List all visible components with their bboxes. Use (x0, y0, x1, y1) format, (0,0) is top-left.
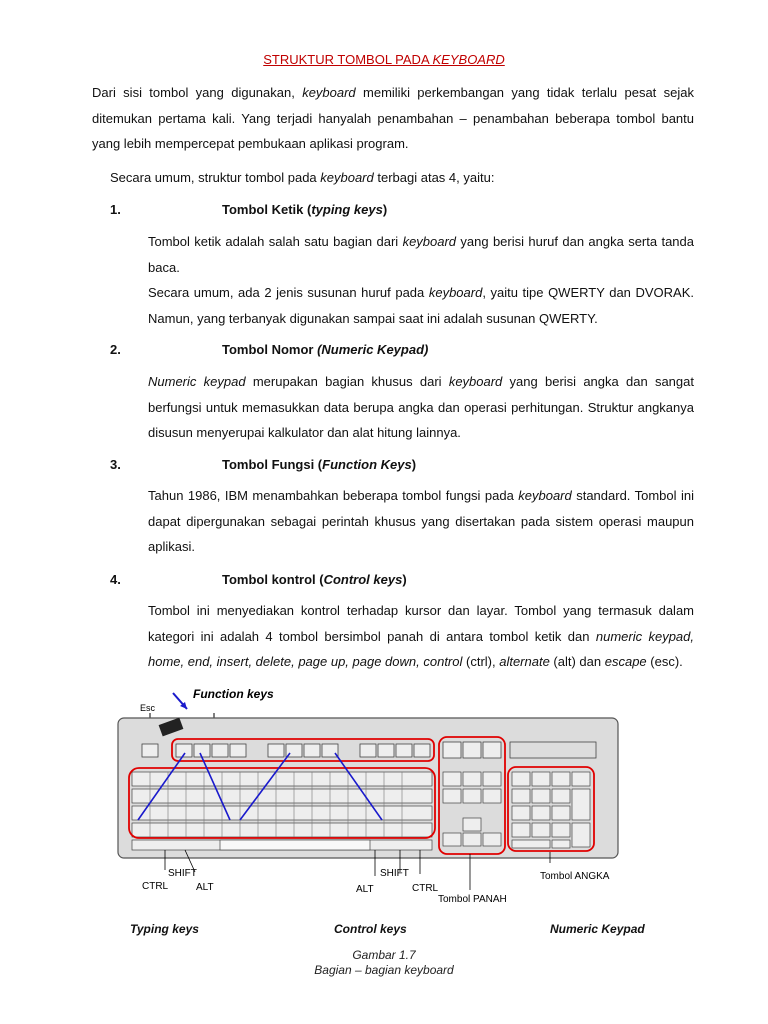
function-keys-paragraph: Tahun 1986, IBM menambahkan beberapa tombol fungsi pada keyboard standard. Tombol ini dapat dipergunakan sebagai perintah khusus yang disertakan pada sistem operasi maupun aplikasi. (148, 488, 694, 554)
control-keys-caption: Control keys (334, 922, 407, 936)
structure-intro: Secara umum, struktur tombol pada keyboard terbagi atas 4, yaitu: (110, 170, 495, 185)
alt-right-label: ALT (356, 884, 374, 895)
control-keys-paragraph: Tombol ini menyediakan kontrol terhadap kursor dan layar. Tombol yang termasuk dalam kategori ini adalah 4 tombol bersimbol panah di antara tombol ketik dan numeric keypad, home, end, insert, delete, page up, page down, control (ctrl), alternate (alt) dan escape (esc). (148, 603, 694, 669)
ctrl-right-label: CTRL (412, 883, 439, 894)
section-heading-typing-keys: 1. Tombol Ketik (typing keys) (110, 202, 388, 217)
numeric-keys-label: Tombol ANGKA (540, 871, 610, 882)
numeric-keypad-caption: Numeric Keypad (550, 922, 645, 936)
ctrl-left-label: CTRL (142, 881, 169, 892)
figure-number: Gambar 1.7 (352, 948, 416, 962)
section-heading-control-keys: 4. Tombol kontrol (Control keys) (110, 572, 407, 587)
keyboard-diagram (90, 680, 730, 940)
page-title: STRUKTUR TOMBOL PADA KEYBOARD (263, 52, 505, 67)
function-row (142, 742, 596, 758)
shift-left-label: SHIFT (168, 868, 197, 879)
section-heading-numeric-keypad: 2. Tombol Nomor (Numeric Keypad) (110, 342, 429, 357)
function-keys-label: Function keys (193, 687, 274, 701)
shift-right-label: SHIFT (380, 868, 409, 879)
alt-left-label: ALT (196, 882, 214, 893)
figure-caption: Bagian – bagian keyboard (314, 963, 454, 977)
numeric-keypad-paragraph: Numeric keypad merupakan bagian khusus dari keyboard yang berisi angka dan sangat berfungsi untuk memasukkan data berupa angka dan operasi perhitungan. Struktur angkanya disusun menyerupai kalkulator dan alat hitung lainnya. (148, 374, 694, 440)
intro-paragraph: Dari sisi tombol yang digunakan, keyboard memiliki perkembangan yang tidak terlalu pesat sejak ditemukan pertama kali. Yang terjadi hanyalah penambahan – penambahan beberapa tombol bantu yang lebih mempercepat pembukaan aplikasi program. (92, 85, 694, 151)
typing-keys-caption: Typing keys (130, 922, 199, 936)
section-heading-function-keys: 3. Tombol Fungsi (Function Keys) (110, 457, 417, 472)
typing-keys-paragraph: Tombol ketik adalah salah satu bagian dari keyboard yang berisi huruf dan angka serta tanda baca. Secara umum, ada 2 jenis susunan huruf pada keyboard, yaitu tipe QWERTY dan DVORAK. Namun, yang terbanyak digunakan sampai saat ini adalah susunan QWERTY. (148, 234, 694, 326)
esc-label: Esc (140, 703, 156, 713)
arrow-keys-label: Tombol PANAH (438, 894, 507, 905)
